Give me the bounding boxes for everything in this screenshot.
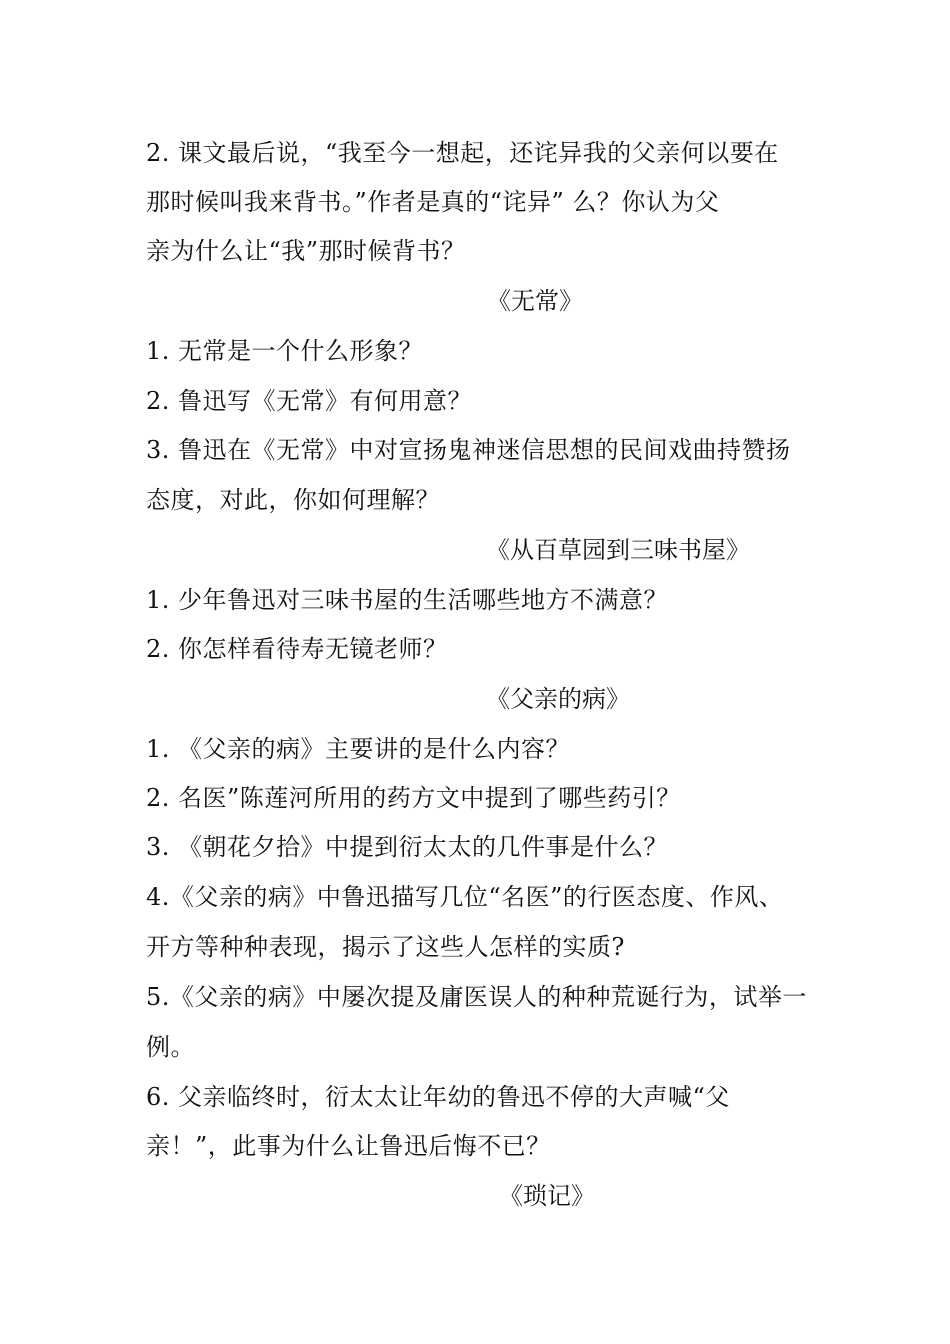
- question-text: 1. 《父亲的病》主要讲的是什么内容？: [146, 735, 571, 763]
- question-text: 2. 你怎样看待寿无镜老师？: [146, 635, 448, 663]
- question-text: 2. 课文最后说，“我至今一想起，还诧异我的父亲何以要在: [146, 139, 779, 167]
- section-title: 《从百草园到三味书屋》: [486, 536, 750, 564]
- question-text: 4.《父亲的病》中鲁迅描写几位“名医”的行医态度、作风、: [146, 883, 784, 911]
- section-title: 《琐记》: [499, 1182, 595, 1210]
- section-title: 《无常》: [487, 287, 583, 315]
- question-text: 例。: [146, 1033, 195, 1061]
- question-text: 3. 《朝花夕拾》中提到衍太太的几件事是什么？: [146, 833, 669, 861]
- question-text: 2. 名医”陈莲河所用的药方文中提到了哪些药引？: [146, 784, 681, 812]
- question-text: 1. 无常是一个什么形象？: [146, 337, 424, 365]
- question-text: 开方等种种表现，揭示了这些人怎样的实质?: [146, 933, 625, 961]
- question-text: 态度，对此，你如何理解？: [146, 486, 440, 514]
- question-text: 5.《父亲的病》中屡次提及庸医误人的种种荒诞行为，试举一: [146, 983, 807, 1011]
- question-text: 6. 父亲临终时，衍太太让年幼的鲁迅不停的大声喊“父: [146, 1083, 730, 1111]
- section-title: 《父亲的病》: [486, 685, 630, 713]
- question-text: 亲为什么让“我”那时候背书？: [146, 237, 466, 265]
- question-text: 那时候叫我来背书。”作者是真的“诧异” 么？你认为父: [146, 188, 720, 216]
- question-text: 2. 鲁迅写《无常》有何用意？: [146, 387, 473, 415]
- question-text: 3. 鲁迅在《无常》中对宣扬鬼神迷信思想的民间戏曲持赞扬: [146, 436, 791, 464]
- question-text: 1. 少年鲁迅对三味书屋的生活哪些地方不满意？: [146, 586, 669, 614]
- question-text: 亲！”，此事为什么让鲁迅后悔不已？: [146, 1132, 551, 1160]
